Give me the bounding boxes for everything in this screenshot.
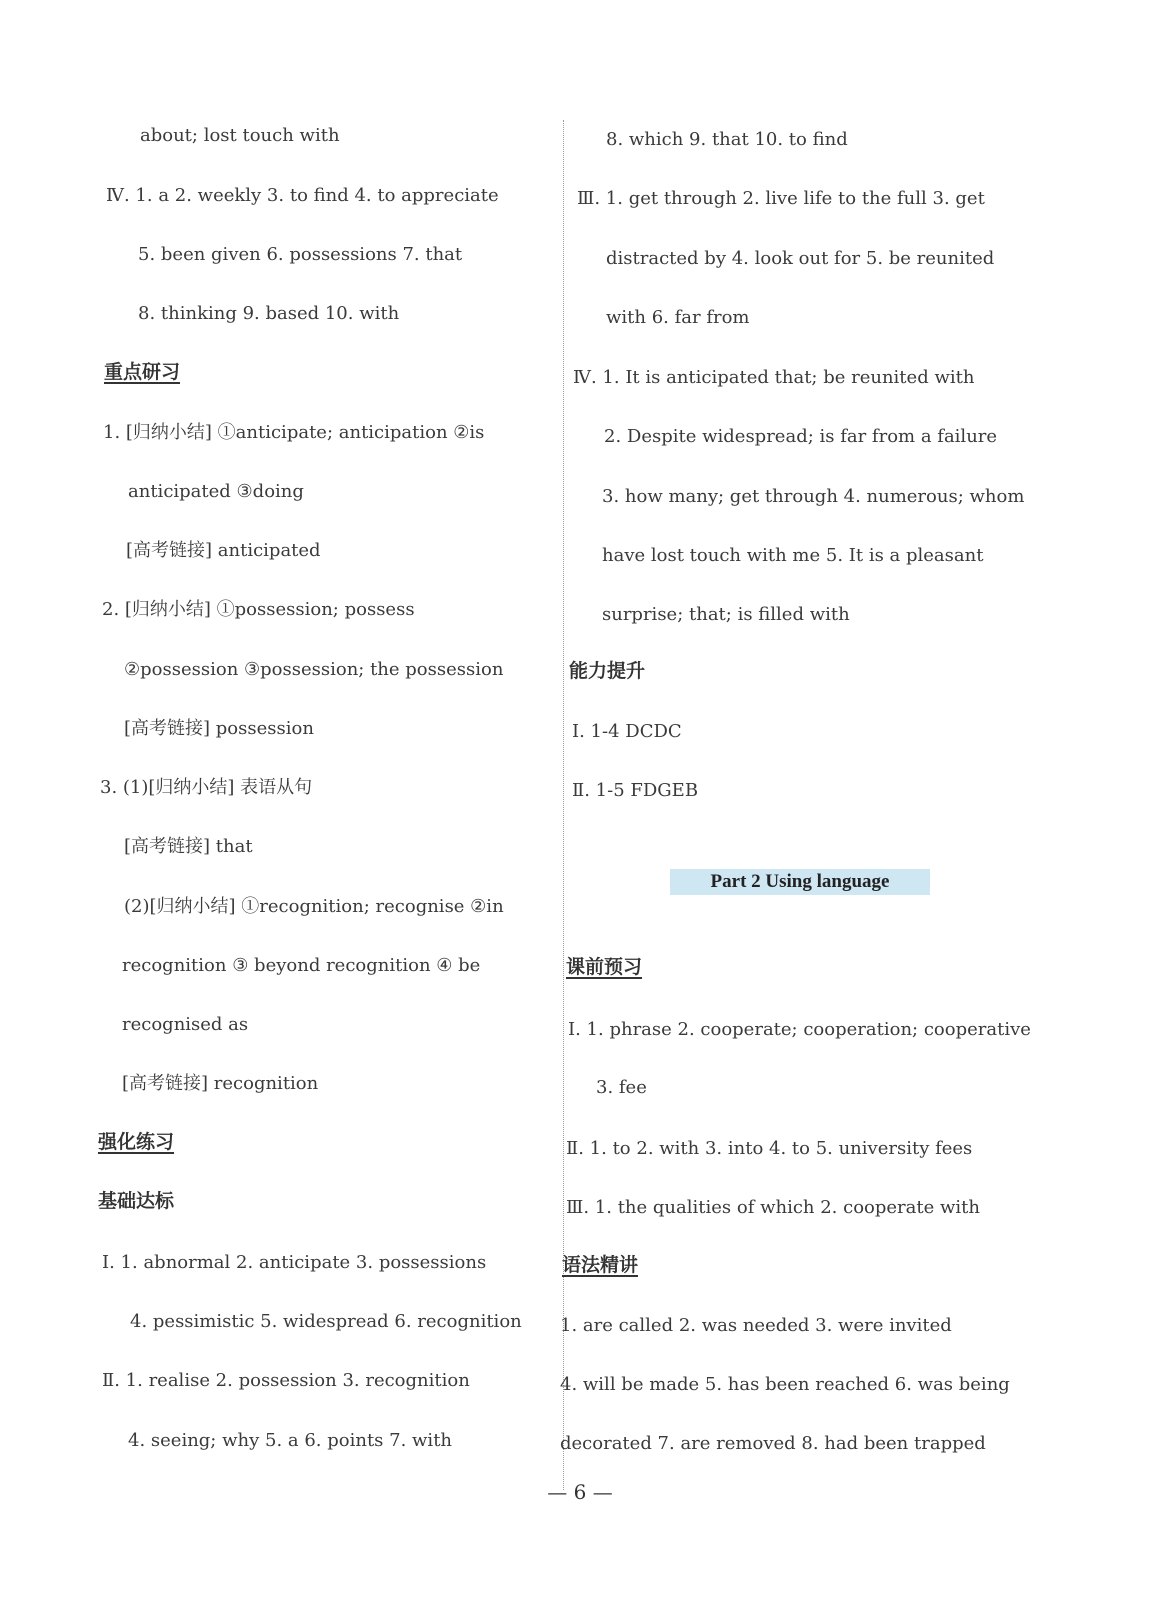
answer-line: 4. pessimistic 5. widespread 6. recognition: [130, 1311, 522, 1332]
answer-line: 2. [归纳小结] ①possession; possess: [102, 599, 415, 620]
section-heading: 强化练习: [98, 1131, 175, 1153]
answer-line: [高考链接] anticipated: [126, 540, 321, 561]
section-heading: 语法精讲: [562, 1254, 639, 1276]
answer-line: Ⅱ. 1. realise 2. possession 3. recognition: [102, 1370, 470, 1391]
page-number: — 6 —: [547, 1480, 613, 1504]
answer-line: Ⅲ. 1. get through 2. live life to the full 3. get: [577, 188, 985, 209]
answer-line: [高考链接] recognition: [122, 1073, 319, 1094]
answer-line: decorated 7. are removed 8. had been trapped: [560, 1433, 986, 1454]
section-heading: 课前预习: [566, 956, 643, 978]
answer-line: recognised as: [122, 1014, 249, 1035]
answer-line: Ⅰ. 1-4 DCDC: [572, 721, 682, 742]
subsection-heading: 基础达标: [98, 1190, 175, 1212]
answer-line: Ⅱ. 1. to 2. with 3. into 4. to 5. university fees: [566, 1138, 973, 1159]
answer-line: Ⅳ. 1. a 2. weekly 3. to find 4. to appreciate: [106, 185, 499, 206]
part-title-banner: Part 2 Using language: [670, 869, 930, 895]
answer-line: 1. [归纳小结] ①anticipate; anticipation ②is: [103, 422, 485, 443]
answer-line: 1. are called 2. was needed 3. were invited: [560, 1315, 952, 1336]
answer-line: Ⅰ. 1. phrase 2. cooperate; cooperation; cooperative: [568, 1019, 1031, 1040]
answer-line: [高考链接] possession: [124, 718, 314, 739]
answer-line: 5. been given 6. possessions 7. that: [138, 244, 463, 265]
answer-line: surprise; that; is filled with: [602, 604, 850, 625]
answer-line: (2)[归纳小结] ①recognition; recognise ②in: [124, 896, 504, 917]
answer-line: anticipated ③doing: [128, 481, 304, 502]
section-heading: 能力提升: [569, 660, 646, 682]
answer-line: 8. which 9. that 10. to find: [606, 129, 848, 150]
answer-line: Ⅱ. 1-5 FDGEB: [572, 780, 699, 801]
answer-line: 2. Despite widespread; is far from a failure: [604, 426, 998, 447]
answer-line: about; lost touch with: [140, 125, 340, 146]
answer-line: 3. how many; get through 4. numerous; whom: [602, 486, 1025, 507]
answer-line: Ⅰ. 1. abnormal 2. anticipate 3. possessions: [102, 1252, 487, 1273]
answer-line: Ⅳ. 1. It is anticipated that; be reunited with: [573, 367, 975, 388]
answer-line: 4. seeing; why 5. a 6. points 7. with: [128, 1430, 453, 1451]
answer-line: have lost touch with me 5. It is a pleasant: [602, 545, 984, 566]
section-heading: 重点研习: [104, 361, 181, 383]
answer-line: 8. thinking 9. based 10. with: [138, 303, 400, 324]
answer-line: [高考链接] that: [124, 836, 253, 857]
answer-line: 4. will be made 5. has been reached 6. was being: [560, 1374, 1010, 1395]
column-divider: [563, 120, 564, 1490]
answer-line: Ⅲ. 1. the qualities of which 2. cooperate with: [566, 1197, 980, 1218]
answer-line: recognition ③ beyond recognition ④ be: [122, 955, 481, 976]
answer-line: 3. (1)[归纳小结] 表语从句: [100, 777, 313, 798]
answer-line: ②possession ③possession; the possession: [124, 659, 504, 680]
answer-line: distracted by 4. look out for 5. be reunited: [606, 248, 995, 269]
answer-line: with 6. far from: [606, 307, 750, 328]
answer-line: 3. fee: [596, 1077, 647, 1098]
